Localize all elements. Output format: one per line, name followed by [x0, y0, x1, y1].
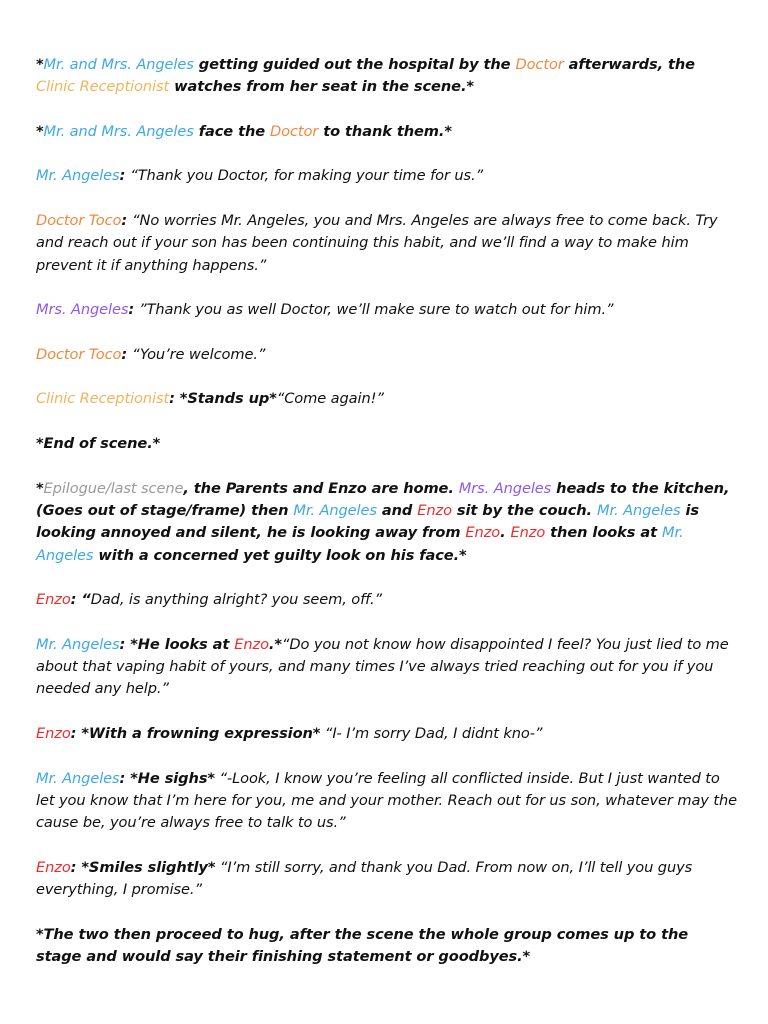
speaker-name: Enzo [36, 591, 71, 609]
stage-direction: afterwards, the [563, 56, 695, 73]
stage-direction: *End of scene.* [36, 435, 161, 453]
paragraph-gap [36, 745, 738, 767]
dialogue-text: Dad, is anything alright? you seem, off.” [90, 591, 382, 609]
stage-direction: : *Stands up* [169, 390, 277, 408]
dialogue-text: “You’re welcome.” [132, 345, 266, 363]
paragraph-gap [36, 901, 738, 923]
speaker-name: Mr. and Mrs. Angeles [43, 122, 194, 140]
paragraph-gap [36, 567, 738, 589]
speaker-name: Enzo [36, 724, 71, 742]
dialogue-text: “Come again!” [276, 390, 384, 408]
stage-direction: .* [268, 635, 282, 653]
stage-direction: getting guided out the hospital by the [193, 56, 516, 73]
script-paragraph [36, 478, 738, 567]
stage-direction: * [36, 479, 44, 497]
script-paragraph [36, 723, 738, 745]
paragraph-gap [36, 411, 738, 433]
speaker-name: Enzo [417, 501, 452, 519]
script-paragraph [36, 924, 738, 969]
stage-direction: : *Smiles slightly* [70, 858, 216, 876]
speaker-name: Clinic Receptionist [36, 390, 170, 408]
dialogue-text: “No worries Mr. Angeles, you and Mrs. Angeles are always free to come back. Try and reach out if your son has been continuing this habit, and we’ll find a way to make him prevent it if anything happens.” [36, 212, 718, 274]
stage-direction: : [121, 212, 133, 230]
dialogue-text: “Thank you Doctor, for making your time for us.” [130, 167, 484, 185]
stage-direction: * [36, 122, 44, 140]
stage-direction: : “ [70, 591, 91, 609]
speaker-name: Doctor Toco [36, 212, 122, 230]
stage-direction: * [36, 56, 44, 73]
stage-direction: with a concerned yet guilty look on his face.* [93, 546, 467, 564]
stage-direction: and [376, 501, 418, 519]
paragraph-gap [36, 99, 738, 121]
paragraph-gap [36, 366, 738, 388]
speaker-name: Epilogue/last scene [43, 479, 184, 497]
paragraph-gap [36, 188, 738, 210]
speaker-name: Mrs. Angeles [36, 301, 129, 319]
paragraph-gap [36, 455, 738, 477]
paragraph-gap [36, 322, 738, 344]
dialogue-text: “I’m still sorry, and thank you Dad. From now on, I’ll tell you guys everything, I promise.” [36, 858, 693, 898]
stage-direction: heads to the kitchen, (Goes out of stage/frame) then [36, 479, 730, 519]
stage-direction: : *He sighs* [119, 769, 215, 787]
stage-direction: : [119, 167, 131, 185]
speaker-name: Doctor [270, 122, 319, 140]
script-paragraph [36, 589, 738, 611]
script-paragraph [36, 433, 738, 455]
speaker-name: Mr. Angeles [36, 769, 120, 787]
stage-direction: : [121, 345, 133, 363]
paragraph-gap [36, 701, 738, 723]
speaker-name: Mr. Angeles [36, 635, 120, 653]
speaker-name: Mr. Angeles [596, 501, 681, 519]
speaker-name: Clinic Receptionist [36, 78, 170, 96]
stage-direction: : *With a frowning expression* [70, 724, 321, 742]
stage-direction: , the Parents and Enzo are home. [183, 479, 459, 497]
script-paragraph [36, 634, 738, 701]
stage-direction: : *He looks at [119, 635, 235, 653]
paragraph-gap [36, 611, 738, 633]
stage-direction: sit by the couch. [451, 501, 597, 519]
script-paragraph [36, 388, 738, 410]
speaker-name: Enzo [510, 524, 546, 542]
script-paragraph [36, 768, 738, 835]
stage-direction: *The two then proceed to hug, after the scene the whole group comes up to the stage and would say their finishing statement or goodbyes.* [36, 925, 689, 965]
paragraph-gap [36, 143, 738, 165]
script-paragraph [36, 121, 738, 143]
dialogue-text: “I- I’m sorry Dad, I didnt kno-” [320, 724, 543, 742]
speaker-name: Mr. Angeles [293, 501, 377, 519]
dialogue-text: “Do you not know how disappointed I feel? You just lied to me about that vaping habit of yours, and many times I’ve always tried reaching out for you if you needed any help.” [36, 635, 729, 698]
stage-direction: then looks at [545, 524, 662, 542]
speaker-name: Enzo [234, 635, 269, 653]
speaker-name: Doctor [515, 56, 564, 73]
speaker-name: Mr. Angeles [36, 524, 684, 564]
paragraph-gap [36, 834, 738, 856]
speaker-name: Mrs. Angeles [458, 479, 552, 497]
stage-direction: watches from her seat in the scene.* [169, 78, 474, 96]
dialogue-text: “-Look, I know you’re feeling all conflicted inside. But I just wanted to let you know that I’m here for you, me and your mother. Reach out for us son, whatever may the cause be, you’re always free to talk to us.” [36, 769, 738, 832]
script-paragraph [36, 857, 738, 902]
script-document [36, 54, 738, 968]
script-paragraph [36, 54, 738, 99]
script-paragraph [36, 344, 738, 366]
dialogue-text: ”Thank you as well Doctor, we’ll make sure to watch out for him.” [139, 301, 614, 319]
stage-direction: : [128, 301, 140, 319]
stage-direction: is looking annoyed and silent, he is looking away from [36, 501, 699, 542]
stage-direction: to thank them.* [318, 122, 452, 140]
paragraph-gap [36, 277, 738, 299]
stage-direction: face the [193, 122, 271, 140]
stage-direction: . [500, 524, 511, 542]
speaker-name: Mr. Angeles [36, 167, 120, 185]
script-paragraph [36, 210, 738, 277]
script-paragraph [36, 165, 738, 187]
speaker-name: Enzo [36, 858, 71, 876]
speaker-name: Doctor Toco [36, 345, 122, 363]
speaker-name: Enzo [465, 524, 501, 542]
speaker-name: Mr. and Mrs. Angeles [43, 56, 194, 73]
script-paragraph [36, 299, 738, 321]
